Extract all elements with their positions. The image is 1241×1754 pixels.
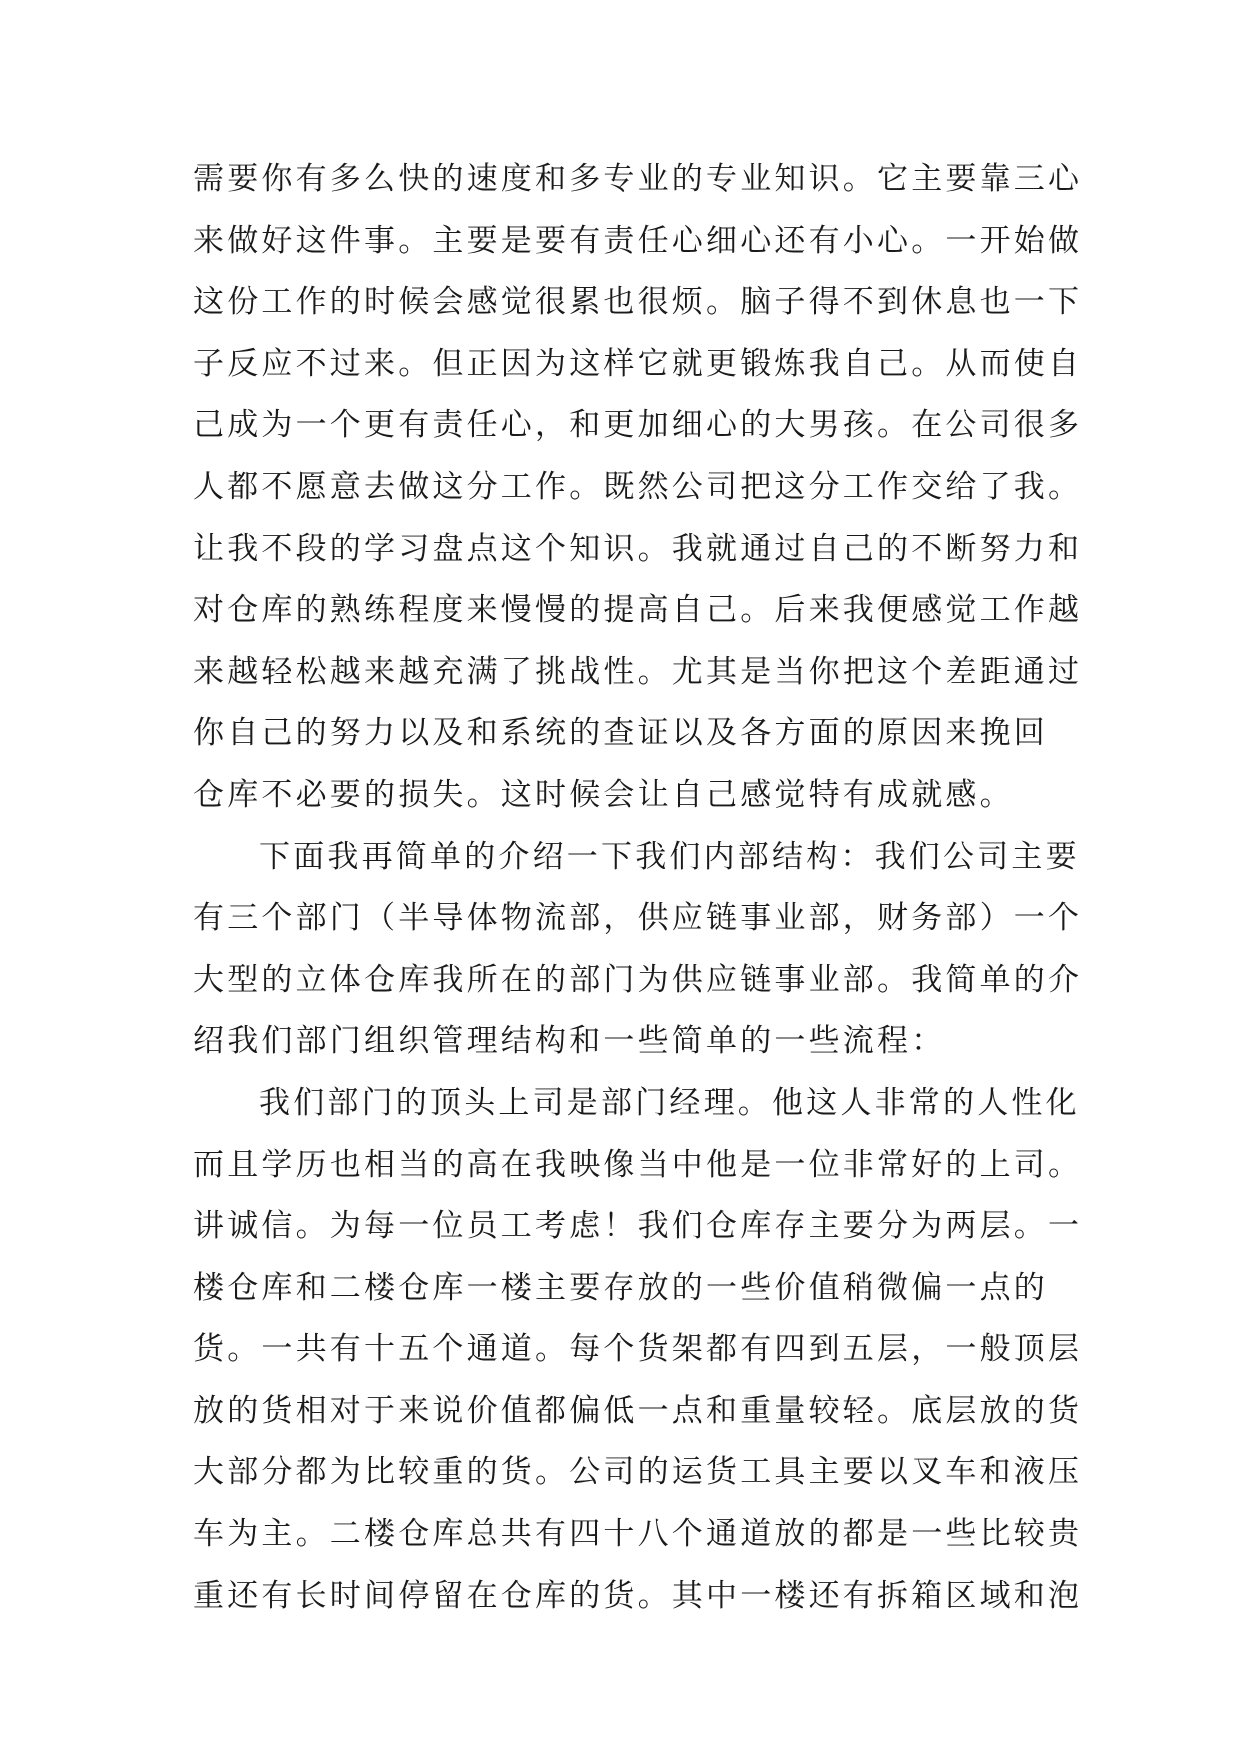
text-line: 来越轻松越来越充满了挑战性。尤其是当你把这个差距通过 — [193, 653, 1083, 690]
text-line: 子反应不过来。但正因为这样它就更锻炼我自己。从而使自 — [193, 345, 1083, 382]
text-line: 货。一共有十五个通道。每个货架都有四到五层，一般顶层 — [193, 1331, 1083, 1368]
text-line: 来做好这件事。主要是要有责任心细心还有小心。一开始做 — [193, 222, 1083, 259]
text-line: 楼仓库和二楼仓库一楼主要存放的一些价值稍微偏一点的 — [193, 1269, 1048, 1306]
text-line: 大型的立体仓库我所在的部门为供应链事业部。我简单的介 — [193, 961, 1083, 998]
text-line: 放的货相对于来说价值都偏低一点和重量较轻。底层放的货 — [193, 1392, 1083, 1429]
text-line: 重还有长时间停留在仓库的货。其中一楼还有拆箱区域和泡 — [193, 1577, 1083, 1614]
text-line: 绍我们部门组织管理结构和一些简单的一些流程： — [193, 1023, 946, 1060]
text-line: 你自己的努力以及和系统的查证以及各方面的原因来挽回 — [193, 715, 1048, 752]
text-line: 这份工作的时候会感觉很累也很烦。脑子得不到休息也一下 — [193, 284, 1083, 321]
text-line: 有三个部门（半导体物流部，供应链事业部，财务部）一个 — [193, 900, 1083, 937]
text-line: 而且学历也相当的高在我映像当中他是一位非常好的上司。 — [193, 1146, 1083, 1183]
text-line: 人都不愿意去做这分工作。既然公司把这分工作交给了我。 — [193, 468, 1083, 505]
paragraph-2 — [193, 827, 1083, 1073]
text-line: 需要你有多么快的速度和多专业的专业知识。它主要靠三心 — [193, 161, 1083, 197]
paragraph-1 — [193, 149, 1083, 827]
text-line: 车为主。二楼仓库总共有四十八个通道放的都是一些比较贵 — [193, 1516, 1083, 1553]
text-line: 让我不段的学习盘点这个知识。我就通过自己的不断努力和 — [193, 530, 1083, 567]
text-line: 下面我再简单的介绍一下我们内部结构：我们公司主要 — [259, 838, 1080, 875]
paragraph-3 — [193, 1073, 1083, 1627]
text-line: 我们部门的顶头上司是部门经理。他这人非常的人性化 — [259, 1084, 1080, 1121]
text-line: 仓库不必要的损失。这时候会让自己感觉特有成就感。 — [193, 776, 1014, 813]
document-body — [193, 149, 1083, 1627]
text-line: 己成为一个更有责任心，和更加细心的大男孩。在公司很多 — [193, 407, 1083, 444]
text-line: 对仓库的熟练程度来慢慢的提高自己。后来我便感觉工作越 — [193, 592, 1083, 629]
text-line: 大部分都为比较重的货。公司的运货工具主要以叉车和液压 — [193, 1454, 1083, 1491]
text-line: 讲诚信。为每一位员工考虑！我们仓库存主要分为两层。一 — [193, 1208, 1083, 1245]
